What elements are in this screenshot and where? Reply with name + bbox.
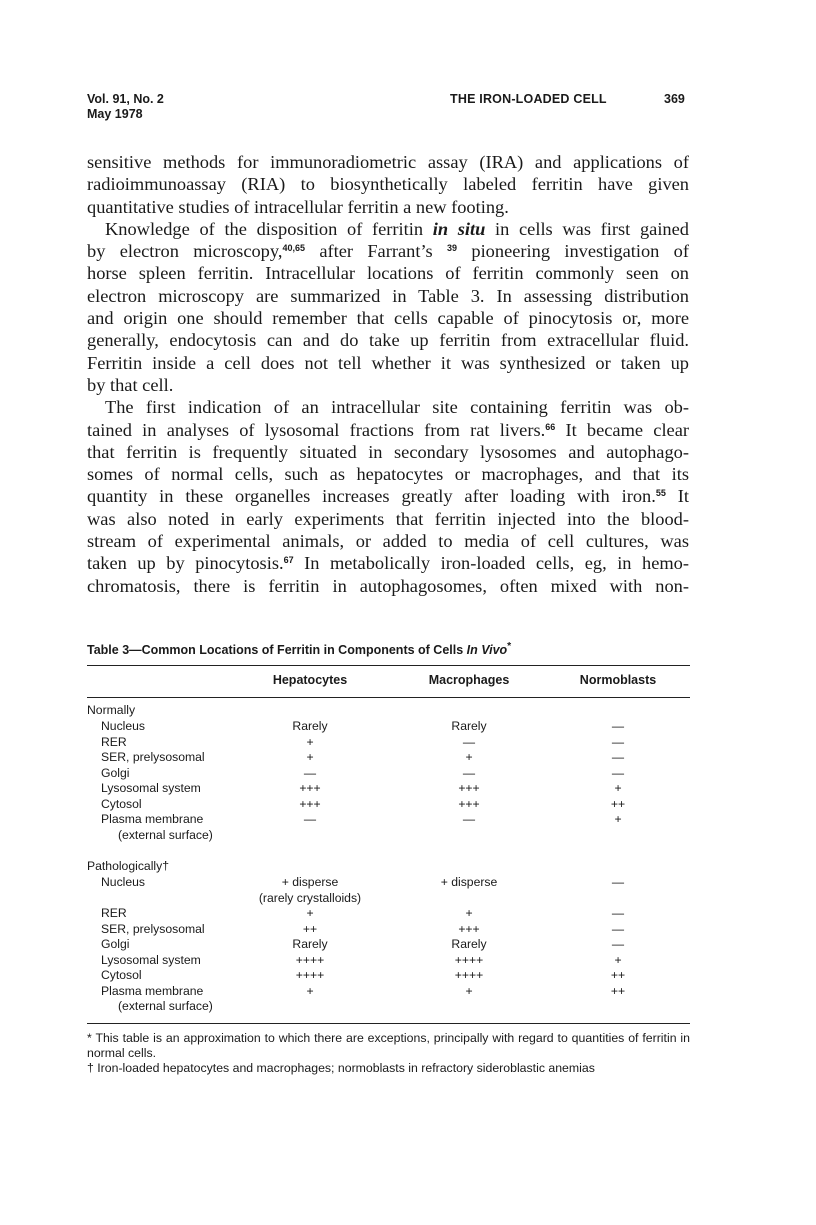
table-header-rule bbox=[87, 697, 690, 698]
table-row: Plasma membrane + + ++ bbox=[101, 983, 626, 998]
table-row-continuation: (rarely crystalloids) bbox=[258, 890, 362, 905]
section-heading-normally: Normally bbox=[87, 703, 136, 717]
body-text bbox=[87, 151, 689, 597]
table-row: Lysosomal system +++ +++ + bbox=[101, 781, 622, 795]
citation-ref: 40,65 bbox=[282, 243, 305, 254]
table-row-continuation: (external surface) bbox=[118, 999, 213, 1013]
italic-term: in situ bbox=[432, 218, 486, 239]
table-row: Nucleus Rarely Rarely — bbox=[101, 719, 625, 733]
text-line: horse spleen ferritin. Intracellular locations of ferritin commonly seen on bbox=[87, 263, 689, 284]
table-row: Lysosomal system ++++ ++++ + bbox=[101, 952, 622, 967]
volume-number: Vol. 91, No. 2 bbox=[87, 92, 164, 106]
text-line: Ferritin inside a cell does not tell whether it was synthesized or taken up bbox=[87, 352, 689, 373]
table-row: Cytosol ++++ ++++ ++ bbox=[101, 968, 626, 982]
footnote-approximation: * This table is an approximation to which there are exceptions, principally with regard to quantities of ferritin in normal cells. bbox=[87, 1031, 690, 1060]
column-header-normoblasts: Normoblasts bbox=[579, 673, 657, 687]
text-line: somes of normal cells, such as hepatocytes or macrophages, and that its bbox=[87, 464, 689, 485]
table-row: SER, prelysosomal ++ +++ — bbox=[101, 921, 625, 936]
text-line: generally, endocytosis can and do take up ferritin from extracellular fluid. bbox=[87, 330, 689, 351]
table-row: Golgi — — — bbox=[101, 765, 625, 780]
citation-ref: 66 bbox=[545, 421, 556, 432]
text-line: was also noted in early experiments that ferritin injected into the blood- bbox=[87, 508, 689, 529]
table-row: SER, prelysosomal + + — bbox=[101, 750, 625, 764]
citation-ref: 67 bbox=[283, 555, 294, 566]
running-title: THE IRON-LOADED CELL bbox=[450, 92, 607, 106]
section-heading-pathologically: Pathologically† bbox=[87, 859, 169, 873]
column-header-macrophages: Macrophages bbox=[428, 673, 510, 687]
table-row: Golgi Rarely Rarely — bbox=[101, 937, 625, 951]
table-row: Plasma membrane — — + bbox=[101, 812, 622, 826]
citation-ref: 39 bbox=[447, 243, 458, 254]
text-line: Knowledge of the disposition of ferritin in situ in cells was first gained bbox=[105, 218, 689, 239]
table-row: RER + — — bbox=[101, 734, 625, 749]
text-line: that ferritin is frequently situated in secondary lysosomes and autophago- bbox=[87, 441, 689, 462]
table-row: Nucleus + disperse + disperse — bbox=[101, 875, 625, 889]
table-bottom-rule bbox=[87, 1023, 690, 1024]
text-line: by electron microscopy,$^{40,65}$ after Farrant’s $^{39}$ pioneering investigation of bbox=[87, 241, 689, 262]
table-row: Cytosol +++ +++ ++ bbox=[101, 796, 626, 811]
journal-issue bbox=[87, 92, 164, 122]
citation-ref: 55 bbox=[655, 488, 666, 499]
text-line: radioimmunoassay (RIA) to biosynthetically labeled ferritin have given bbox=[87, 174, 689, 195]
column-header-hepatocytes: Hepatocytes bbox=[272, 673, 348, 687]
text-line: quantity in these organelles increases greatly after loading with iron.$^{55}$ It bbox=[87, 486, 690, 507]
text-line: and origin one should remember that cells capable of pinocytosis or, more bbox=[87, 308, 689, 329]
table-row: RER + + — bbox=[101, 906, 625, 920]
text-line: tained in analyses of lysosomal fractions from rat livers.$^{66}$ It became clear bbox=[87, 419, 690, 440]
text-line: electron microscopy are summarized in Table 3. In assessing distribution bbox=[87, 285, 689, 306]
text-line: taken up by pinocytosis.$^{67}$ In metabolically iron-loaded cells, eg, in hemo- bbox=[87, 553, 690, 574]
text-line: stream of experimental animals, or added to media of cell cultures, was bbox=[87, 531, 689, 552]
text-line: quantitative studies of intracellular ferritin a new footing. bbox=[87, 196, 509, 217]
table-caption: Table 3—Common Locations of Ferritin in Components of Cells In Vivo* bbox=[87, 641, 512, 658]
footnote-iron-loaded: † Iron-loaded hepatocytes and macrophages; normoblasts in refractory sideroblastic anemias bbox=[87, 1061, 595, 1075]
issue-date: May 1978 bbox=[87, 107, 143, 121]
text-line: The first indication of an intracellular site containing ferritin was ob- bbox=[105, 397, 689, 418]
text-line: sensitive methods for immunoradiometric assay (IRA) and applications of bbox=[87, 152, 689, 172]
table-footnotes bbox=[87, 1031, 690, 1076]
table-top-rule bbox=[87, 665, 690, 666]
text-line: chromatosis, there is ferritin in autophagosomes, often mixed with non- bbox=[87, 575, 689, 596]
table-row-continuation: (external surface) bbox=[118, 827, 213, 842]
page-number: 369 bbox=[664, 92, 685, 106]
text-line: by that cell. bbox=[87, 374, 174, 395]
